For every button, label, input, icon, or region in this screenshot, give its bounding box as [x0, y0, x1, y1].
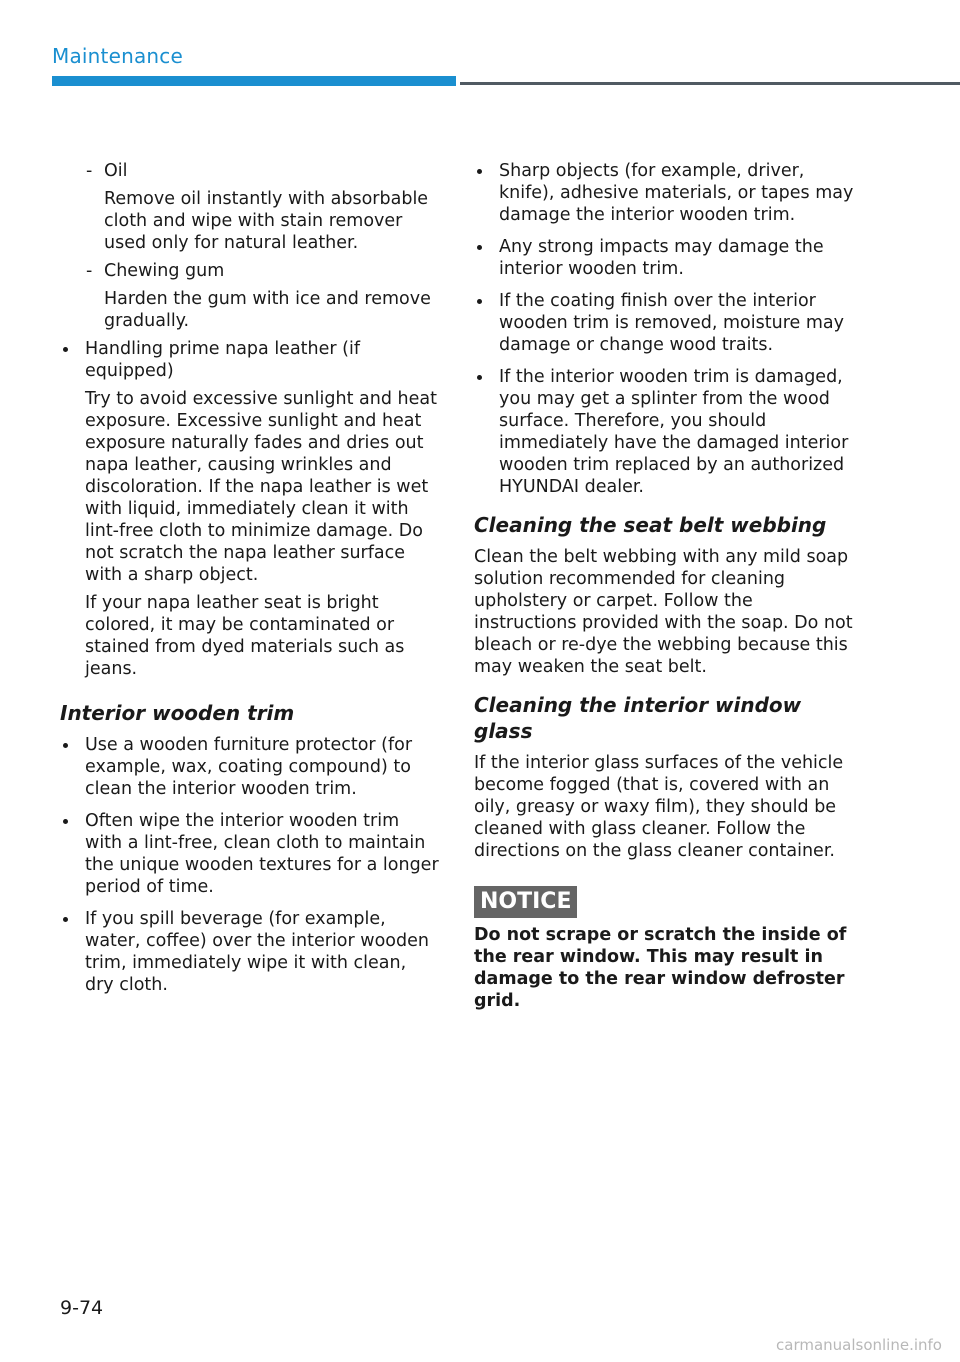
- wooden-bullet-text: If the coating finish over the interior wooden trim is removed, moisture may damage or change wood traits.: [499, 291, 844, 355]
- bullet-dot: [63, 347, 68, 352]
- bullet-dot: [63, 917, 68, 922]
- wooden-bullet: [474, 366, 858, 498]
- bullet-dot: [477, 245, 482, 250]
- bullet-dot: [63, 743, 68, 748]
- watermark: carmanualsonline.info: [776, 1336, 942, 1354]
- wooden-bullet-text: Any strong impacts may damage the interior wooden trim.: [499, 237, 824, 279]
- notice-text: Do not scrape or scratch the inside of the rear window. This may result in damage to the rear window defroster grid.: [474, 925, 847, 1011]
- section-title: Maintenance: [52, 44, 183, 68]
- wooden-trim-heading: Interior wooden trim: [60, 701, 295, 725]
- wooden-bullet: [474, 236, 858, 280]
- glass-heading: Cleaning the interior window glass: [474, 693, 802, 743]
- glass-text: If the interior glass surfaces of the vehicle become fogged (that is, covered with an oily, greasy or waxy film), they should be cleaned with glass cleaner. Follow the directions on the glass cleaner container.: [474, 753, 844, 861]
- wooden-bullet: [60, 810, 440, 898]
- header-accent-bar: [52, 76, 456, 86]
- napa-label: Handling prime napa leather (if equipped): [85, 339, 361, 381]
- seatbelt-heading: Cleaning the seat belt webbing: [474, 513, 827, 537]
- gum-label: Chewing gum: [104, 261, 225, 281]
- seatbelt-text: Clean the belt webbing with any mild soap solution recommended for cleaning upholstery or carpet. Follow the instructions provided with the soap. Do not bleach or re-dye the webbing because this may weaken the seat belt.: [474, 547, 853, 677]
- napa-text-2: If your napa leather seat is bright colored, it may be contaminated or stained from dyed materials such as jeans.: [85, 593, 405, 679]
- wooden-bullet: [60, 908, 440, 996]
- wooden-bullet-text: Often wipe the interior wooden trim with a lint-free, clean cloth to maintain the unique wooden textures for a longer period of time.: [85, 811, 439, 897]
- wooden-bullet: [474, 290, 858, 356]
- bullet-dot: [477, 169, 482, 174]
- wooden-bullet: [474, 160, 858, 226]
- right-column: [474, 160, 858, 1012]
- wooden-bullet-text: Sharp objects (for example, driver, knife), adhesive materials, or tapes may damage the interior wooden trim.: [499, 161, 854, 225]
- left-column: [60, 160, 440, 1006]
- header-divider-line: [460, 82, 960, 85]
- napa-text-1: Try to avoid excessive sunlight and heat exposure. Excessive sunlight and heat exposure naturally fades and dries out napa leather, causing wrinkles and discoloration. If the napa leather is wet with liquid, immediately clean it with lint-free cloth to minimize damage. Do not scratch the napa leather surface with a sharp object.: [85, 389, 437, 585]
- oil-text: Remove oil instantly with absorbable cloth and wipe with stain remover used only for natural leather.: [104, 189, 429, 253]
- bullet-dot: [477, 375, 482, 380]
- dash-marker: -: [86, 261, 93, 281]
- napa-item: [60, 338, 440, 382]
- wooden-bullet-text: If the interior wooden trim is damaged, you may get a splinter from the wood surface. Therefore, you should immediately have the damaged interior wooden trim replaced by an authorized HYUNDAI dealer.: [499, 367, 849, 497]
- gum-item: [60, 260, 440, 282]
- oil-item: [60, 160, 440, 182]
- bullet-dot: [477, 299, 482, 304]
- gum-text: Harden the gum with ice and remove gradually.: [104, 289, 431, 331]
- wooden-bullet-text: If you spill beverage (for example, water, coffee) over the interior wooden trim, immediately wipe it with clean, dry cloth.: [85, 909, 429, 995]
- page-number: 9-74: [60, 1297, 104, 1319]
- dash-marker: -: [86, 161, 93, 181]
- wooden-bullet: [60, 734, 440, 800]
- wooden-bullet-text: Use a wooden furniture protector (for example, wax, coating compound) to clean the interior wooden trim.: [85, 735, 413, 799]
- notice-badge: NOTICE: [474, 886, 577, 918]
- oil-label: Oil: [104, 161, 128, 181]
- bullet-dot: [63, 819, 68, 824]
